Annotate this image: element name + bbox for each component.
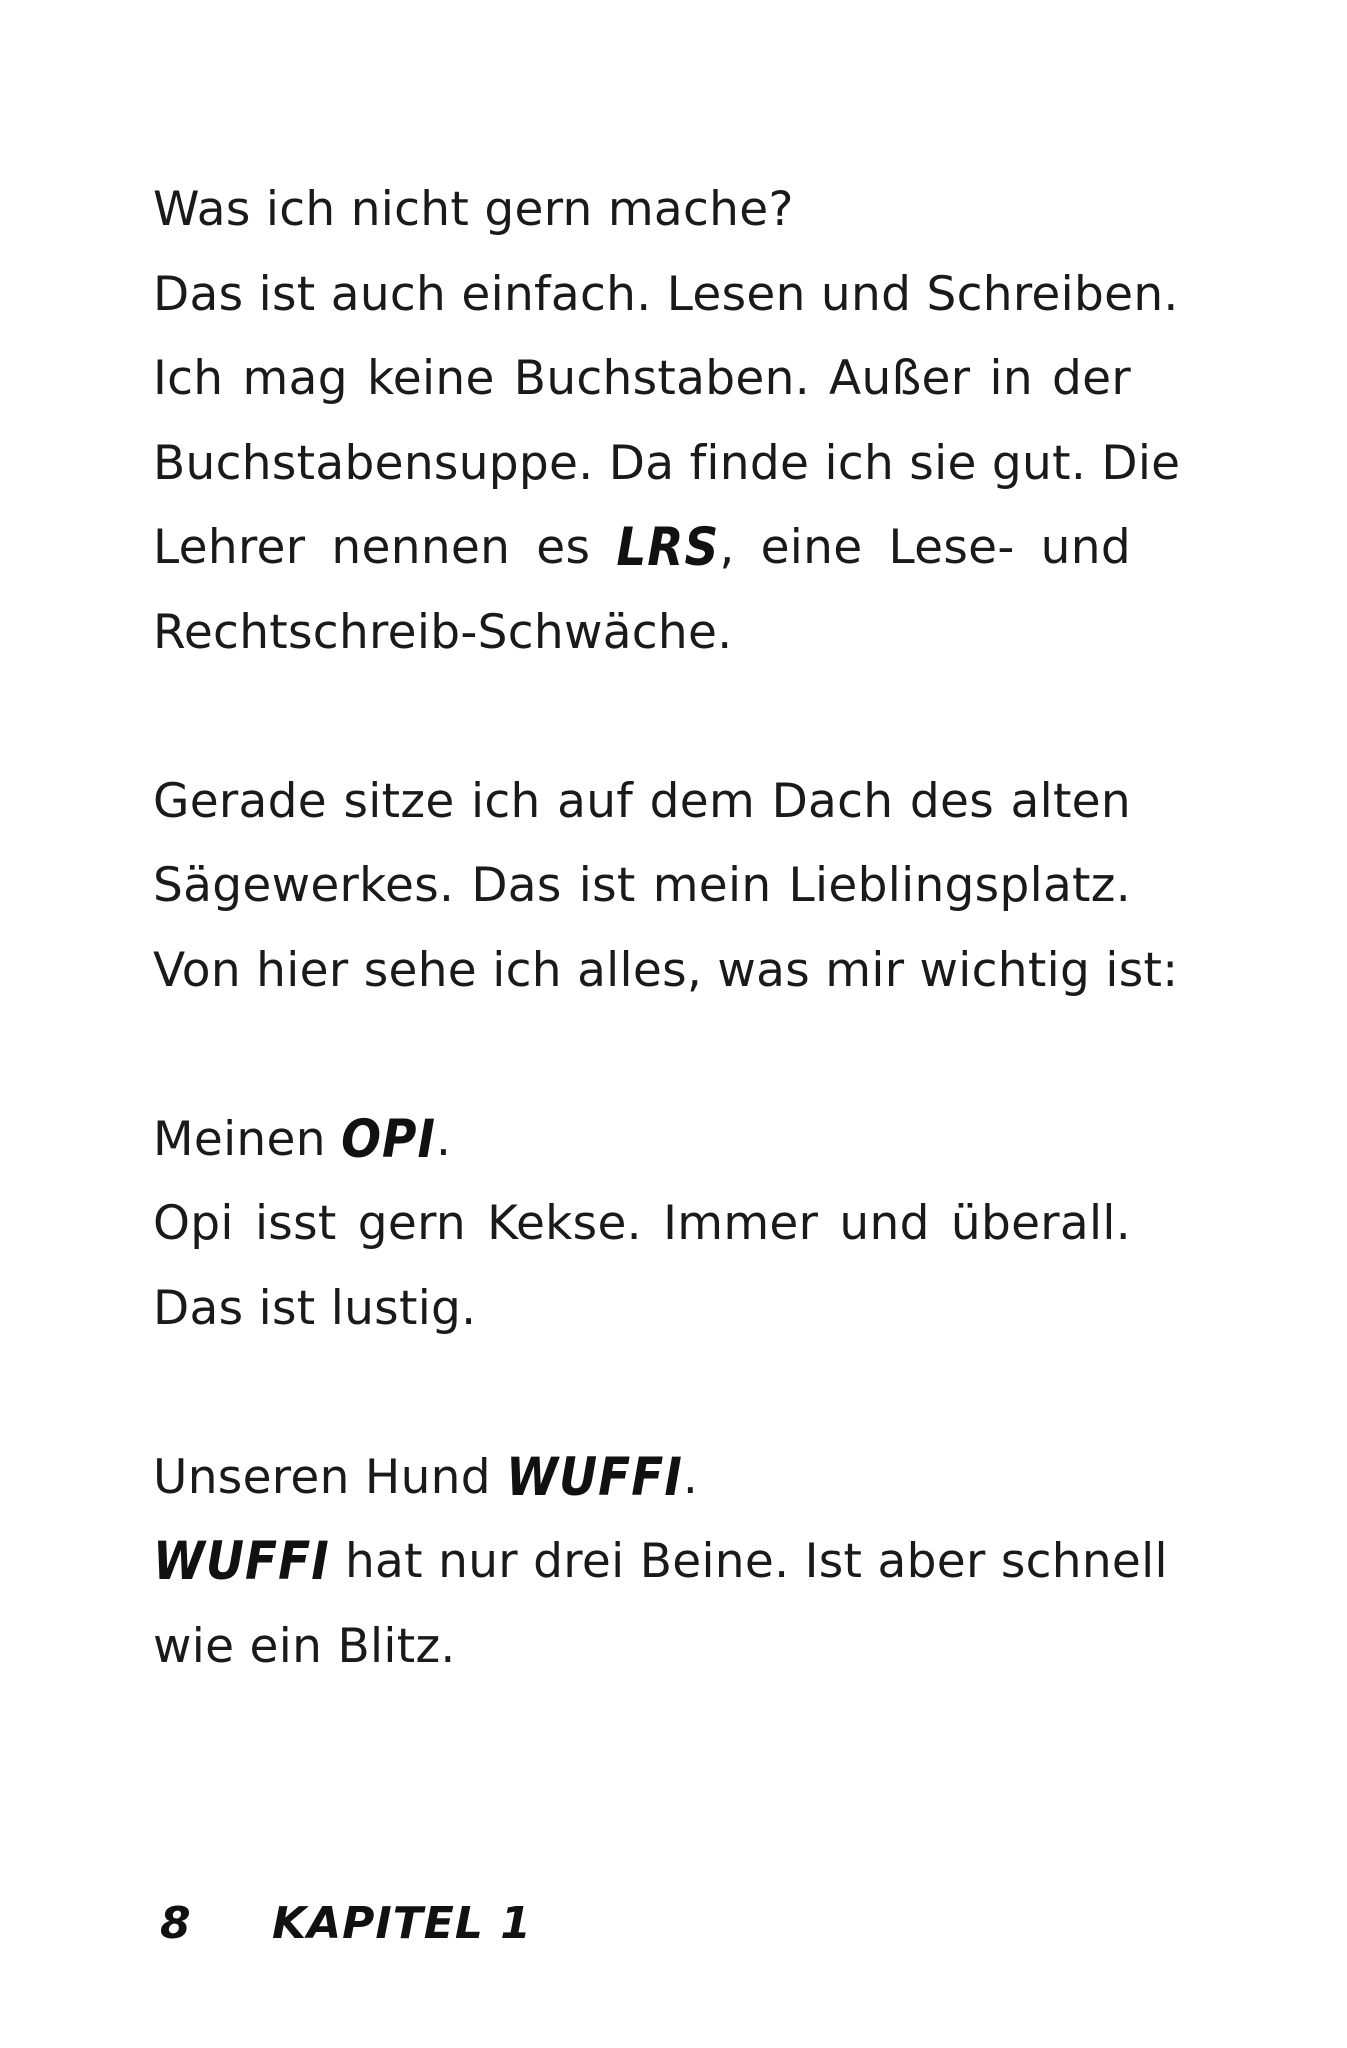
paragraph — [153, 760, 1179, 1014]
text-segment: . — [435, 1111, 452, 1167]
chapter-label: KAPITEL 1 — [272, 1898, 532, 1949]
paragraph — [153, 168, 1181, 675]
text-line: Von hier sehe ich alles, was mir wichtig ist: — [153, 942, 1179, 998]
text-segment: Unseren Hund — [153, 1449, 507, 1505]
text-line — [153, 1098, 1131, 1183]
text-line: Das ist lustig. — [153, 1280, 477, 1336]
paragraph-gap — [153, 1013, 1131, 1098]
text-line: Ich mag keine Buchstaben. Außer in der — [153, 351, 1131, 406]
page-footer — [160, 1898, 532, 1958]
text-line: wie ein Blitz. — [153, 1618, 456, 1674]
highlighted-term: OPI — [341, 1108, 436, 1170]
paragraph-gap — [153, 675, 1131, 760]
text-line — [153, 1520, 1168, 1605]
text-line: Gerade sitze ich auf dem Dach des alten — [153, 773, 1131, 829]
text-line: Was ich nicht gern mache? — [153, 182, 794, 237]
paragraph — [153, 1436, 1168, 1690]
highlighted-term: WUFFI — [506, 1446, 683, 1508]
text-line: Opi isst gern Kekse. Immer und überall. — [153, 1196, 1131, 1251]
text-segment: , eine Lese- und — [719, 520, 1131, 575]
text-segment: hat nur drei Beine. Ist aber schnell — [329, 1534, 1168, 1589]
book-page-body — [153, 168, 1181, 1689]
text-line: Das ist auch einfach. Lesen und Schreiben. — [153, 266, 1179, 322]
paragraph-gap — [153, 1351, 1131, 1436]
text-line — [153, 506, 1131, 591]
page-number: 8 — [160, 1898, 192, 1949]
text-segment: . — [682, 1449, 699, 1505]
text-segment: Meinen — [153, 1111, 342, 1167]
text-line: Sägewerkes. Das ist mein Lieblingsplatz. — [153, 858, 1131, 913]
paragraph — [153, 1098, 1131, 1352]
highlighted-term: LRS — [616, 516, 720, 579]
text-line: Rechtschreib-Schwäche. — [153, 604, 733, 660]
text-line: Buchstabensuppe. Da finde ich sie gut. Die — [153, 435, 1181, 491]
highlighted-term: WUFFI — [153, 1530, 330, 1593]
text-segment: Lehrer nennen es — [153, 520, 617, 575]
text-line — [153, 1436, 1131, 1521]
